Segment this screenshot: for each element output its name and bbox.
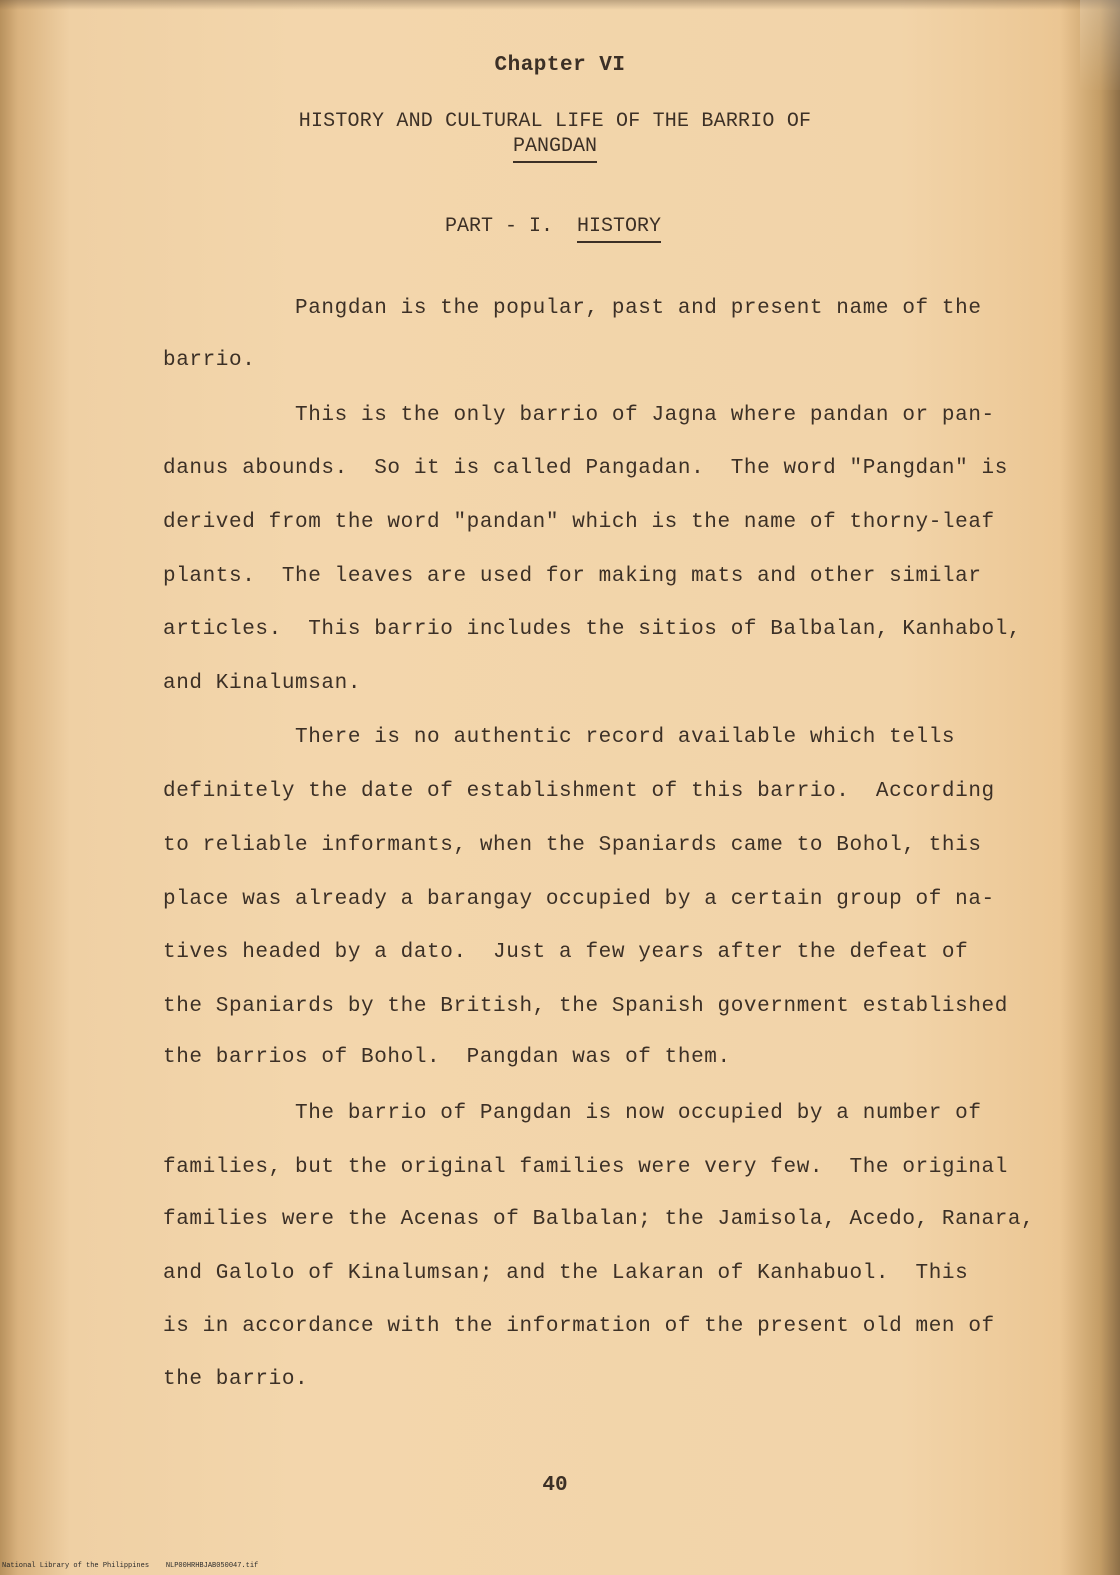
chapter-title-underlined: PANGDAN (513, 135, 597, 163)
body-line: to reliable informants, when the Spaniards came to Bohol, this (163, 834, 982, 857)
part-prefix: PART - I. (445, 215, 578, 238)
body-line: barrio. (163, 349, 256, 372)
body-line: and Kinalumsan. (163, 672, 362, 695)
body-line: This is the only barrio of Jagna where pandan or pan- (163, 404, 995, 427)
body-line: families were the Acenas of Balbalan; the Jamisola, Acedo, Ranara, (163, 1208, 1035, 1231)
body-line: definitely the date of establishment of this barrio. According (163, 780, 995, 803)
part-heading (445, 215, 661, 243)
page-number: 40 (542, 1474, 568, 1497)
part-title: HISTORY (577, 215, 661, 243)
body-line: families, but the original families were very few. The original (163, 1156, 1008, 1179)
body-line: place was already a barangay occupied by a certain group of na- (163, 888, 995, 911)
body-line: There is no authentic record available which tells (163, 726, 956, 749)
chapter-title-line-1: HISTORY AND CULTURAL LIFE OF THE BARRIO OF (298, 110, 812, 133)
chapter-title-line-2 (0, 135, 1110, 163)
body-line: the barrios of Bohol. Pangdan was of them. (163, 1046, 731, 1069)
body-line: articles. This barrio includes the sitios of Balbalan, Kanhabol, (163, 618, 1022, 641)
chapter-heading: Chapter VI (494, 54, 626, 77)
body-line: and Galolo of Kinalumsan; and the Lakaran of Kanhabuol. This (163, 1262, 969, 1285)
top-edge-shadow (0, 0, 1120, 10)
body-line: plants. The leaves are used for making mats and other similar (163, 565, 982, 588)
body-line: Pangdan is the popular, past and present name of the (163, 297, 982, 320)
body-line: danus abounds. So it is called Pangadan. The word "Pangdan" is (163, 457, 1008, 480)
body-line: derived from the word "pandan" which is the name of thorny-leaf (163, 511, 995, 534)
body-line: the barrio. (163, 1368, 309, 1391)
body-line: the Spaniards by the British, the Spanish government established (163, 995, 1008, 1018)
body-line: The barrio of Pangdan is now occupied by a number of (163, 1102, 982, 1125)
body-line: tives headed by a dato. Just a few years after the defeat of (163, 941, 969, 964)
body-line: is in accordance with the information of the present old men of (163, 1315, 995, 1338)
scan-caption: National Library of the Philippines NLP00HRHBJAB050047.tif (2, 1562, 259, 1570)
